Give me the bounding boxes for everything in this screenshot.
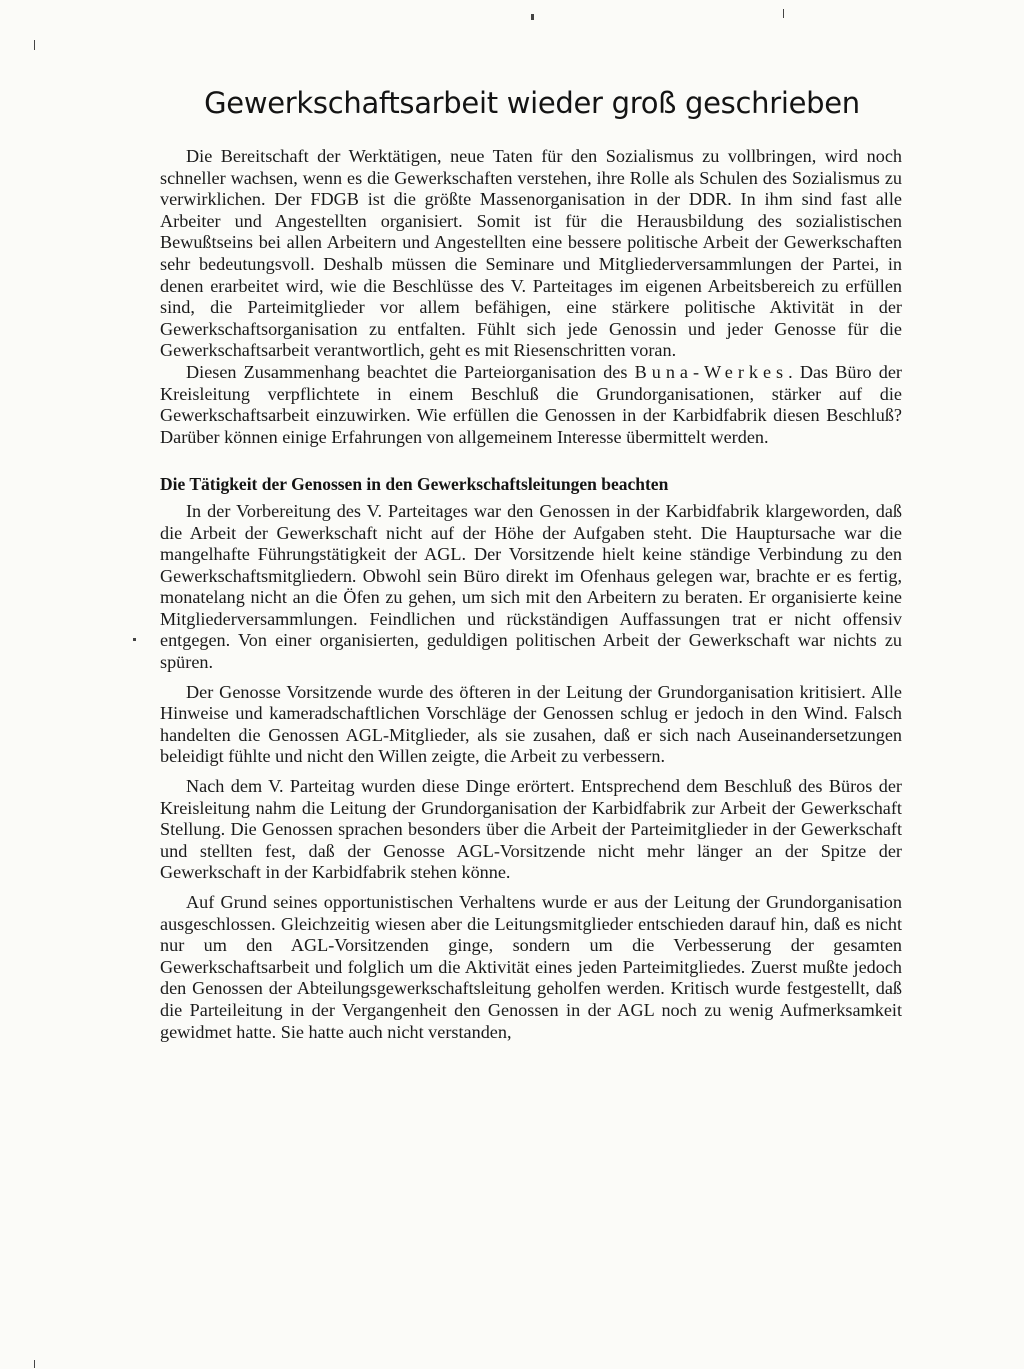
scan-mark bbox=[783, 9, 784, 18]
paragraph: Die Bereitschaft der Werktätigen, neue Taten für den Sozialismus zu vollbringen, wird noch schneller wachsen, wenn es die Gewerkschaften verstehen, ihre Rolle als Schulen des Sozialismus zu verwirklichen. Der FDGB ist die größte Massenorganisation in der DDR. In ihm sind fast alle Arbeiter und Angestellten organisiert. Somit ist für die Herausbildung des sozialistischen Bewußtseins bei allen Arbeitern und Angestellten eine bessere politische Arbeit der Gewerkschaften sehr bedeutungsvoll. Deshalb müssen die Seminare und Mitgliederversammlungen der Partei, in denen erarbeitet wird, wie die Beschlüsse des V. Parteitages im eigenen Arbeitsbereich zu erfüllen sind, die Parteimitglieder vor allem befähigen, eine stärkere politische Aktivität in der Gewerkschaftsorganisation zu entfalten. Fühlt sich jede Genossin und jeder Genosse für die Gewerkschaftsarbeit verantwortlich, geht es mit Riesenschritten voran. bbox=[160, 146, 902, 361]
paragraph-text: Diesen Zusammenhang beachtet die Parteiorganisation des bbox=[186, 361, 635, 382]
paragraph: Der Genosse Vorsitzende wurde des öfteren in der Leitung der Grundorganisation kritisiert. Alle Hinweise und kameradschaftlichen Vorschläge der Genossen schlug er jedoch in den Wind. Falsch handelten die Genossen AGL-Mitglieder, als sie zusahen, daß er sich nach Auseinandersetzungen beleidigt fühlte und nicht den Willen zeigte, die Arbeit zu verbessern. bbox=[160, 681, 902, 767]
scan-mark bbox=[133, 638, 136, 641]
section-heading: Die Tätigkeit der Genossen in den Gewerkschaftsleitungen beachten bbox=[160, 474, 669, 495]
scan-mark bbox=[34, 40, 35, 50]
page-title: Gewerkschaftsarbeit wieder groß geschrieben bbox=[204, 86, 860, 120]
scan-mark bbox=[34, 1360, 35, 1368]
emphasized-name: Buna-Werkes bbox=[634, 361, 789, 382]
article-body bbox=[160, 146, 902, 1051]
paragraph bbox=[160, 362, 902, 448]
scan-mark bbox=[531, 14, 534, 20]
paragraph: Nach dem V. Parteitag wurden diese Dinge erörtert. Entsprechend dem Beschluß des Büros der Kreisleitung nahm die Leitung der Grundorganisation der Karbidfabrik zur Arbeit der Gewerkschaft Stellung. Die Genossen sprachen besonders über die Arbeit der Parteimitglieder in der Gewerkschaft und stellten fest, daß der Genosse AGL-Vorsitzende nicht mehr länger an der Spitze der Gewerkschaft in der Karbidfabrik stehen könne. bbox=[160, 776, 902, 883]
paragraph: In der Vorbereitung des V. Parteitages war den Genossen in der Karbidfabrik klargeworden, daß die Arbeit der Gewerkschaft nicht auf der Höhe der Aufgaben steht. Die Hauptursache war die mangelhafte Führungstätigkeit der AGL. Der Vorsitzende hielt keine ständige Verbindung zu den Gewerkschaftsmitgliedern. Obwohl sein Büro direkt im Ofenhaus gelegen war, brachte er es fertig, monatelang nicht an die Öfen zu gehen, um sich mit den Arbeitern zu beraten. Er organisierte keine Mitgliederversammlungen. Feindlichen und rückständigen Auffassungen trat er nicht offensiv entgegen. Von einer organisierten, geduldigen politischen Arbeit der Gewerkschaft war nichts zu spüren. bbox=[160, 500, 902, 673]
paragraph-text: . Das Büro der Kreisleitung verpflichtete in einem Beschluß die Grundorganisationen, stärker auf die Gewerkschaftsarbeit einzuwirken. Wie erfüllen die Genossen in der Karbidfabrik diesen Beschluß? Darüber können einige Erfahrungen von allgemeinem Interesse übermittelt werden. bbox=[160, 361, 902, 447]
paragraph: Auf Grund seines opportunistischen Verhaltens wurde er aus der Leitung der Grundorganisation ausgeschlossen. Gleichzeitig wiesen aber die Leitungsmitglieder entschieden darauf hin, daß es nicht nur um den AGL-Vorsitzenden ginge, sondern um die Verbesserung der gesamten Gewerkschaftsarbeit und folglich um die Aktivität eines jeden Parteimitgliedes. Zuerst mußte jedoch den Genossen der Abteilungsgewerkschaftsleitung geholfen werden. Kritisch wurde festgestellt, daß die Parteileitung in der Vergangenheit den Genossen in der AGL noch zu wenig Aufmerksamkeit gewidmet hatte. Sie hatte auch nicht verstanden, bbox=[160, 892, 902, 1042]
